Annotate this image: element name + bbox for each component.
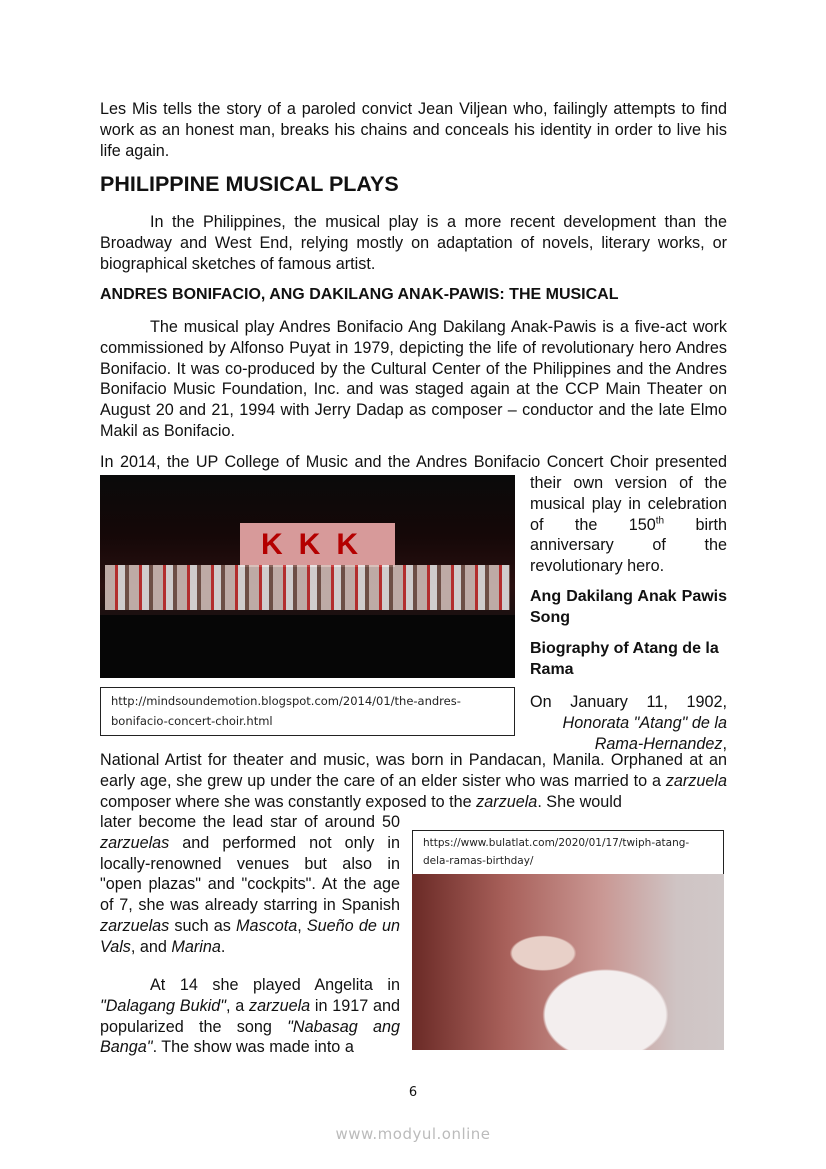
- text: "Dalagang Bukid": [100, 996, 227, 1015]
- stage-floor: [100, 615, 515, 678]
- p2014-first-line: In 2014, the UP College of Music and the Andres Bonifacio Concert Choir presented: [100, 453, 727, 471]
- text: birth anniversary of the revolutionary hero.: [530, 515, 727, 576]
- text: On January 11, 1902,: [530, 693, 727, 711]
- text: zarzuela: [665, 771, 727, 790]
- bio-heading: Biography of Atang de la Rama: [530, 640, 719, 678]
- choir-performers: [105, 565, 510, 610]
- text: such as: [169, 916, 237, 935]
- text: .: [220, 937, 226, 956]
- bio-paragraph-3: [100, 975, 400, 1058]
- text: Sueño de un Vals: [100, 916, 400, 956]
- text: and performed not only in locally-renowned venues but also in "open plazas" and "cockpits". At the age of 7, she was already starring in Spanish: [100, 833, 400, 915]
- andres-bonifacio-paragraph: The musical play Andres Bonifacio Ang Dakilang Anak-Pawis is a five-act work commissioned by Alfonso Puyat in 1979, depicting the life of revolutionary hero Andres Bonifacio. It was co-produced by the Cultural Center of the Philippines and the Andres Bonifacio Music Foundation, Inc. and was staged again at the CCP Main Theater on August 20 and 21, 1994 with Jerry Dadap as composer – conductor and the late Elmo Makil as Bonifacio.: [100, 318, 727, 440]
- watermark: www.modyul.online: [335, 1125, 491, 1143]
- bio-paragraph-1: [100, 750, 727, 812]
- photo-caption-source-2: https://www.bulatlat.com/2020/01/17/twiph-atang-dela-ramas-birthday/: [412, 830, 724, 875]
- text: zarzuelas: [100, 833, 170, 852]
- text: National Artist for theater and music, was born in Pandacan, Manila. Orphaned at an early age, she grew up under the care of an elder sister who was married to a: [100, 751, 727, 790]
- text: , a: [226, 996, 249, 1015]
- bio-paragraph-2: [100, 812, 400, 958]
- page-number: 6: [408, 1085, 418, 1100]
- text: . The show was made into a: [152, 1038, 354, 1057]
- atang-de-la-rama-photo: [412, 874, 724, 1050]
- text: Marina: [171, 937, 221, 956]
- intro-paragraph: Les Mis tells the story of a paroled convict Jean Viljean who, failingly attempts to find work as an honest man, breaks his chains and conceals his identity in order to live his life again.: [100, 100, 727, 160]
- text: "Nabasag ang Banga": [100, 1017, 400, 1057]
- section-heading: PHILIPPINE MUSICAL PLAYS: [100, 172, 399, 196]
- subheading-andres-bonifacio: ANDRES BONIFACIO, ANG DAKILANG ANAK-PAWIS: THE MUSICAL: [100, 286, 619, 303]
- song-heading: Ang Dakilang Anak Pawis Song: [530, 588, 727, 626]
- text: ,: [722, 734, 727, 753]
- kkk-banner: KKK: [240, 523, 395, 567]
- text: At 14 she played Angelita in: [150, 976, 400, 994]
- text: later become the lead star of around 50: [100, 813, 400, 831]
- superscript: th: [655, 515, 665, 527]
- text: their own version of the musical play in celebration of the 150: [530, 474, 727, 534]
- philippine-plays-paragraph: In the Philippines, the musical play is a more recent development than the Broadway and West End, relying mostly on adaptation of novels, literary works, or biographical sketches of famous artist.: [100, 213, 727, 273]
- bio-opening: [530, 692, 727, 754]
- text: zarzuelas: [100, 916, 170, 935]
- text: ,: [297, 916, 307, 935]
- concert-choir-photo: [100, 475, 515, 678]
- text: . She would: [537, 792, 622, 811]
- text: zarzuela: [476, 792, 538, 811]
- photo-caption-source-1: http://mindsoundemotion.blogspot.com/2014/01/the-andres-bonifacio-concert-choir.html: [100, 687, 515, 736]
- person-name: Honorata "Atang" de la Rama-Hernandez: [562, 713, 727, 753]
- p2014-continuation: [530, 473, 727, 577]
- text: zarzuela: [249, 996, 311, 1015]
- text: in 1917 and popularized the song: [100, 996, 400, 1036]
- text: , and: [130, 937, 172, 956]
- text: composer where she was constantly exposed to the: [100, 792, 477, 811]
- text: Mascota: [236, 916, 298, 935]
